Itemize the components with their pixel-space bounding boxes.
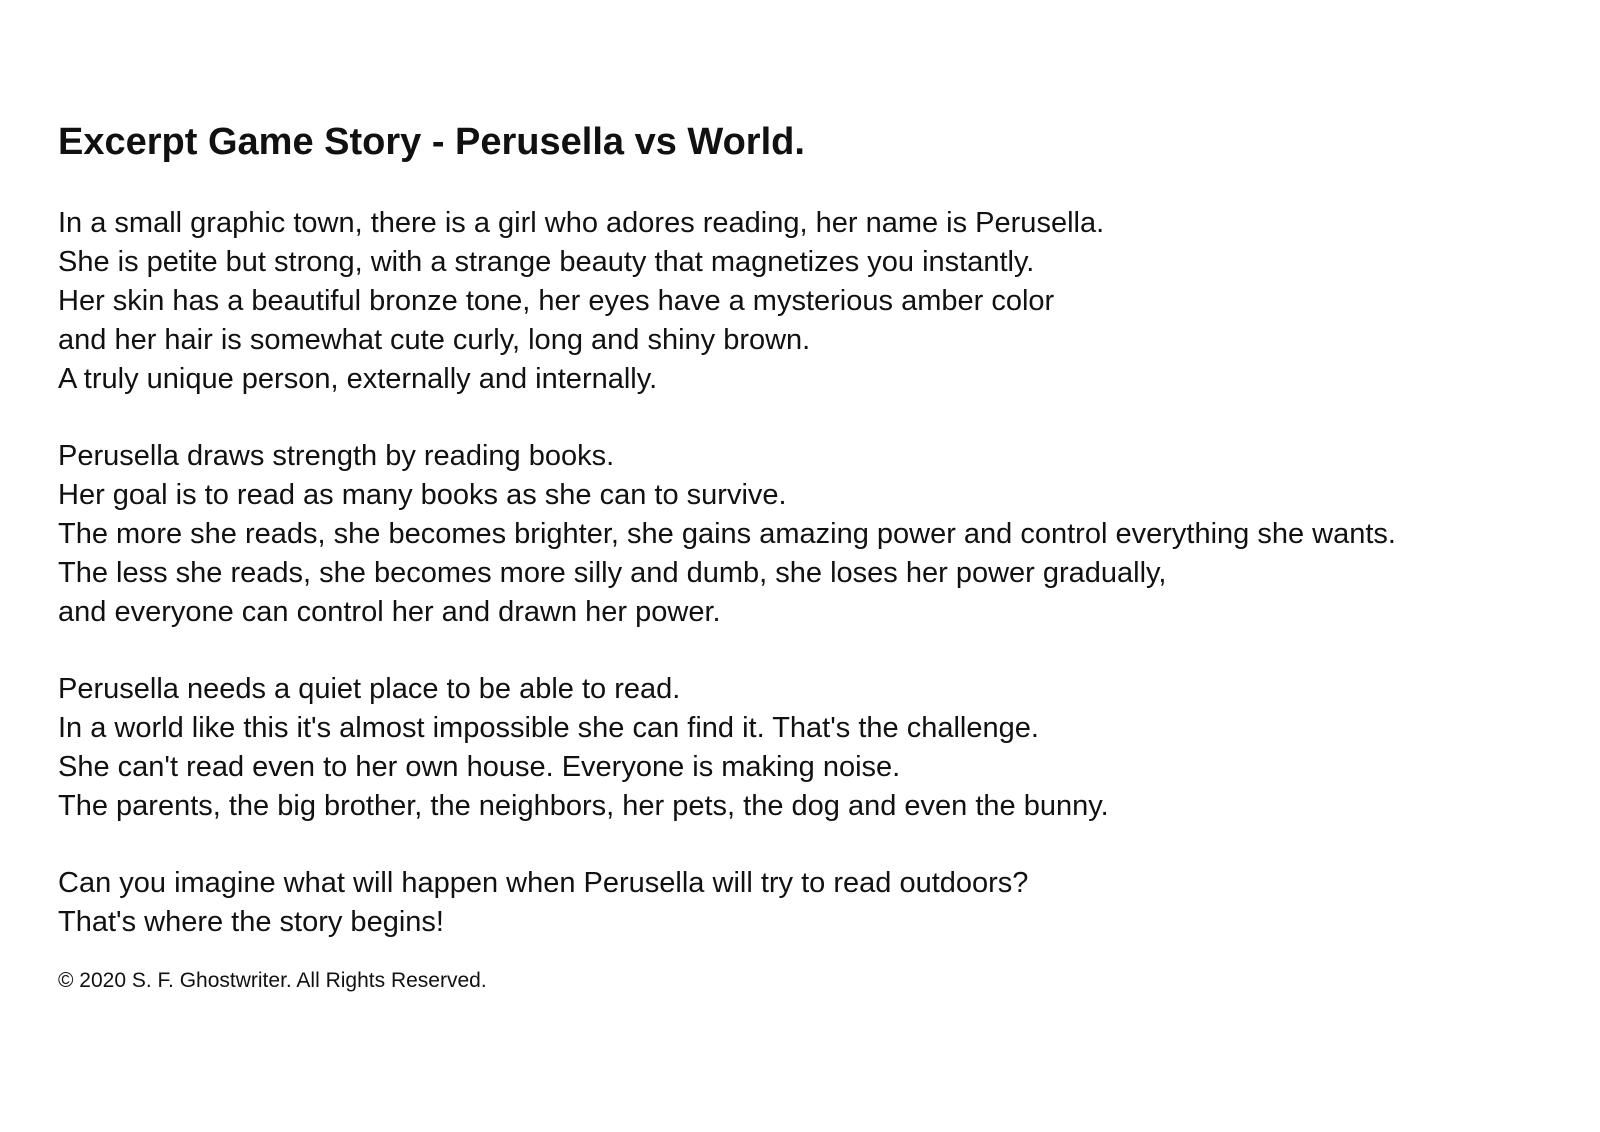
paragraph-strength xyxy=(58,437,1578,632)
text-line: The parents, the big brother, the neighbors, her pets, the dog and even the bunny. xyxy=(58,789,1109,822)
text-line: and her hair is somewhat cute curly, long and shiny brown. xyxy=(58,323,811,356)
text-line: She can't read even to her own house. Everyone is making noise. xyxy=(58,750,901,783)
document-title: Excerpt Game Story - Perusella vs World. xyxy=(58,121,805,163)
text-line: Perusella draws strength by reading books. xyxy=(58,440,615,473)
text-line: Can you imagine what will happen when Perusella will try to read outdoors? xyxy=(58,867,1029,900)
text-line: That's where the story begins! xyxy=(58,906,444,939)
text-line: The more she reads, she becomes brighter, she gains amazing power and control everything she wants. xyxy=(58,517,1396,550)
paragraph-challenge xyxy=(58,670,1578,826)
text-line: and everyone can control her and drawn her power. xyxy=(58,595,721,628)
text-line: A truly unique person, externally and internally. xyxy=(58,362,658,395)
text-line: She is petite but strong, with a strange beauty that magnetizes you instantly. xyxy=(58,245,1035,278)
document-page xyxy=(58,120,1578,994)
text-line: In a world like this it's almost impossible she can find it. That's the challenge. xyxy=(58,711,1039,744)
text-line: The less she reads, she becomes more silly and dumb, she loses her power gradually, xyxy=(58,556,1167,589)
text-line: Her goal is to read as many books as she can to survive. xyxy=(58,478,787,511)
text-line: Perusella needs a quiet place to be able to read. xyxy=(58,673,681,706)
copyright-notice: © 2020 S. F. Ghostwriter. All Rights Reserved. xyxy=(58,968,487,992)
text-line: In a small graphic town, there is a girl who adores reading, her name is Perusella. xyxy=(58,207,1105,239)
text-line: Her skin has a beautiful bronze tone, her eyes have a mysterious amber color xyxy=(58,284,1055,317)
paragraph-intro xyxy=(58,204,1578,399)
paragraph-closing xyxy=(58,864,1578,942)
